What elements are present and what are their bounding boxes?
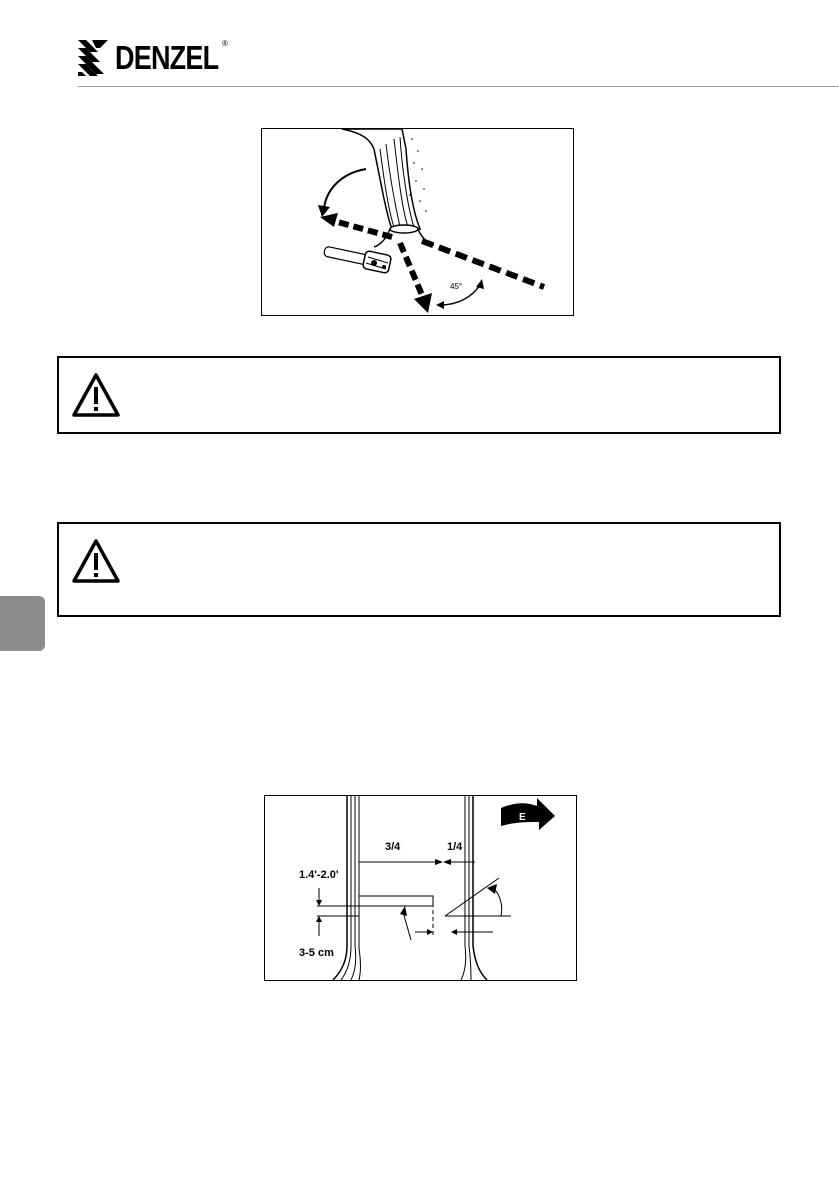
label-three-quarters: 3/4 xyxy=(385,841,401,853)
label-cm: 3-5 cm xyxy=(299,947,334,959)
registered-mark: ® xyxy=(222,39,228,48)
cut-diagram xyxy=(265,796,576,980)
felling-illustration xyxy=(262,129,573,315)
warning-triangle-icon xyxy=(71,538,121,584)
denzel-logo xyxy=(78,38,238,80)
angle-label: 45° xyxy=(450,282,463,291)
label-height: 1.4'-2.0' xyxy=(299,869,339,881)
side-tab xyxy=(0,596,45,651)
direction-letter: E xyxy=(519,812,526,823)
header-rule xyxy=(78,86,839,87)
chainsaw-icon xyxy=(323,246,391,273)
warning-box xyxy=(57,522,781,617)
felling-direction-figure xyxy=(261,128,574,316)
label-one-quarter: 1/4 xyxy=(447,841,463,853)
direction-arrow-icon xyxy=(501,798,555,830)
warning-triangle-icon xyxy=(71,372,121,418)
felling-cut-diagram xyxy=(264,795,577,981)
logo-mark-icon xyxy=(78,38,114,80)
logo-text: DENZEL xyxy=(115,39,219,76)
warning-box xyxy=(57,356,781,434)
